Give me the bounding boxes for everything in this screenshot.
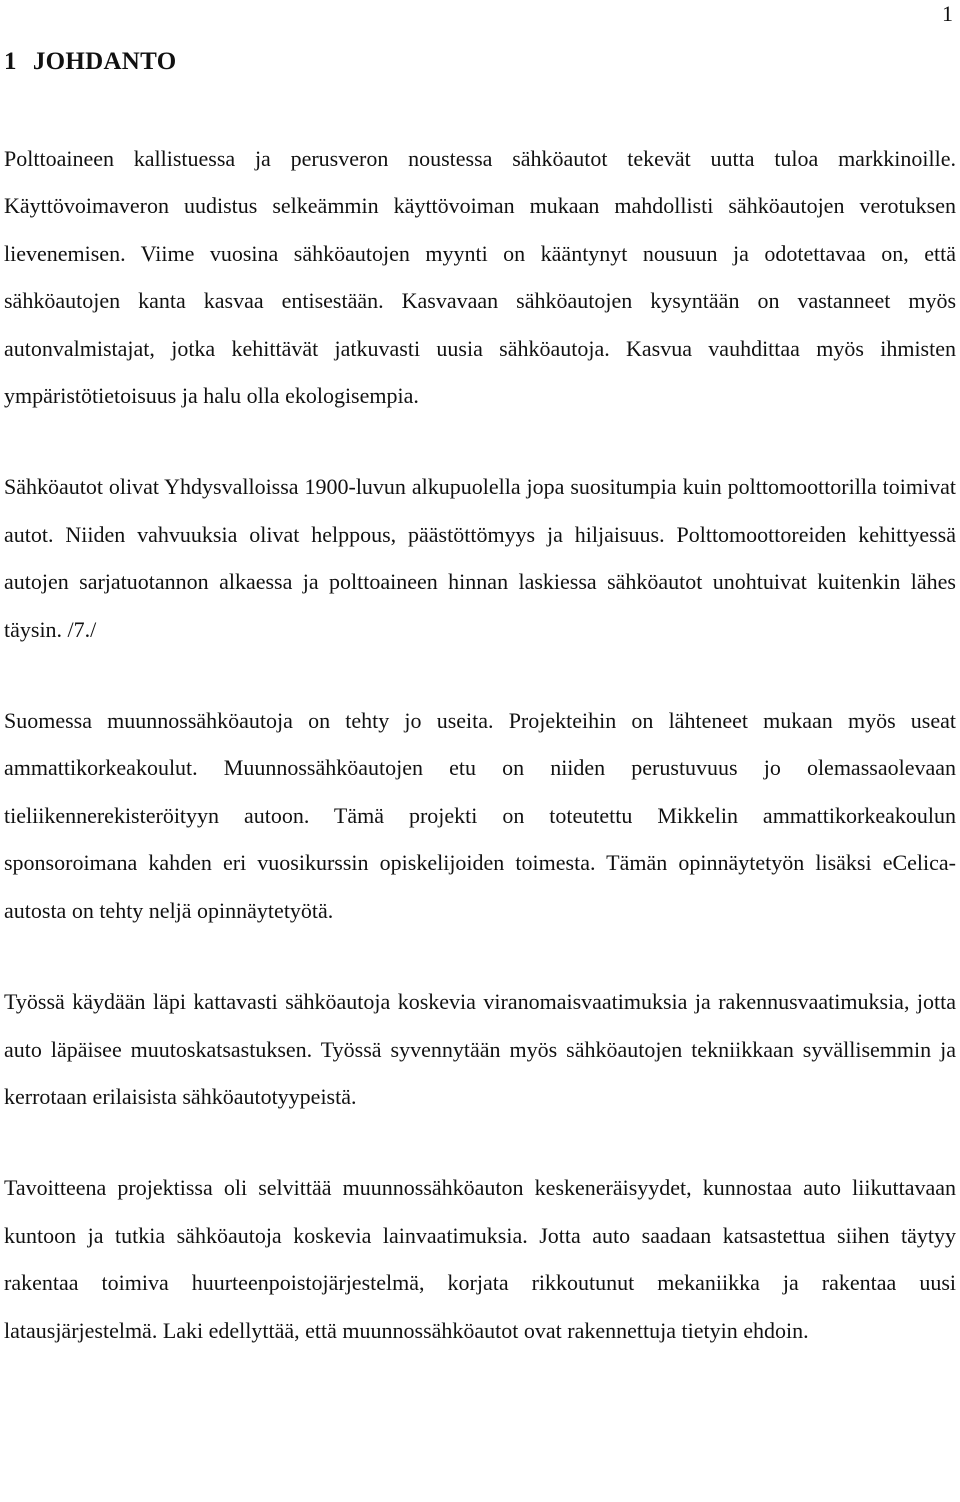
- paragraph-3: Suomessa muunnossähköautoja on tehty jo useita. Projekteihin on lähteneet mukaan myös useat ammattikorkeakoulut. Muunnossähköautojen etu on niiden perustuvuus jo olemassaolevaan tieliikennerekisteröityyn autoon. Tämä projekti on toteutettu Mikkelin ammattikorkeakoulun sponsoroimana kahden eri vuosikurssin opiskelijoiden toimesta. Tämän opinnäytetyön lisäksi eCelica-autosta on tehty neljä opinnäytetyötä.: [4, 708, 956, 923]
- chapter-title: JOHDANTO: [32, 48, 177, 75]
- paragraph-2: Sähköautot olivat Yhdysvalloissa 1900-luvun alkupuolella jopa suositumpia kuin polttomoottorilla toimivat autot. Niiden vahvuuksia olivat helppous, päästöttömyys ja hiljaisuus. Polttomoottoreiden kehittyessä autojen sarjatuotannon alkaessa ja polttoaineen hinnan laskiessa sähköautot unohtuivat kuitenkin lähes täysin. /7./: [4, 474, 956, 642]
- chapter-number: 1: [4, 48, 17, 75]
- page-number: 1: [942, 1, 953, 26]
- paragraph-1: Polttoaineen kallistuessa ja perusveron noustessa sähköautot tekevät uutta tuloa markkinoille. Käyttövoimaveron uudistus selkeämmin käyttövoiman mukaan mahdollisti sähköautojen verotuksen lievenemisen. Viime vuosina sähköautojen myynti on kääntynyt nousuun ja odotettavaa on, että sähköautojen kanta kasvaa entisestään. Kasvavaan sähköautojen kysyntään on vastanneet myös autonvalmistajat, jotka kehittävät jatkuvasti uusia sähköautoja. Kasvua vauhdittaa myös ihmisten ympäristötietoisuus ja halu olla ekologisempia.: [4, 146, 956, 409]
- paragraph-4: Työssä käydään läpi kattavasti sähköautoja koskevia viranomaisvaatimuksia ja rakennusvaatimuksia, jotta auto läpäisee muutoskatsastuksen. Työssä syvennytään myös sähköautojen tekniikkaan syvällisemmin ja kerrotaan erilaisista sähköautotyypeistä.: [4, 989, 956, 1109]
- paragraph-5: Tavoitteena projektissa oli selvittää muunnossähköauton keskeneräisyydet, kunnostaa auto liikuttavaan kuntoon ja tutkia sähköautoja koskevia lainvaatimuksia. Jotta auto saadaan katsastettua siihen täytyy rakentaa toimiva huurteenpoistojärjestelmä, korjata rikkoutunut mekaniikka ja rakentaa uusi latausjärjestelmä. Laki edellyttää, että muunnossähköautot ovat rakennettuja tietyin ehdoin.: [4, 1175, 956, 1343]
- body-text: [4, 135, 956, 1398]
- chapter-heading: [4, 46, 176, 78]
